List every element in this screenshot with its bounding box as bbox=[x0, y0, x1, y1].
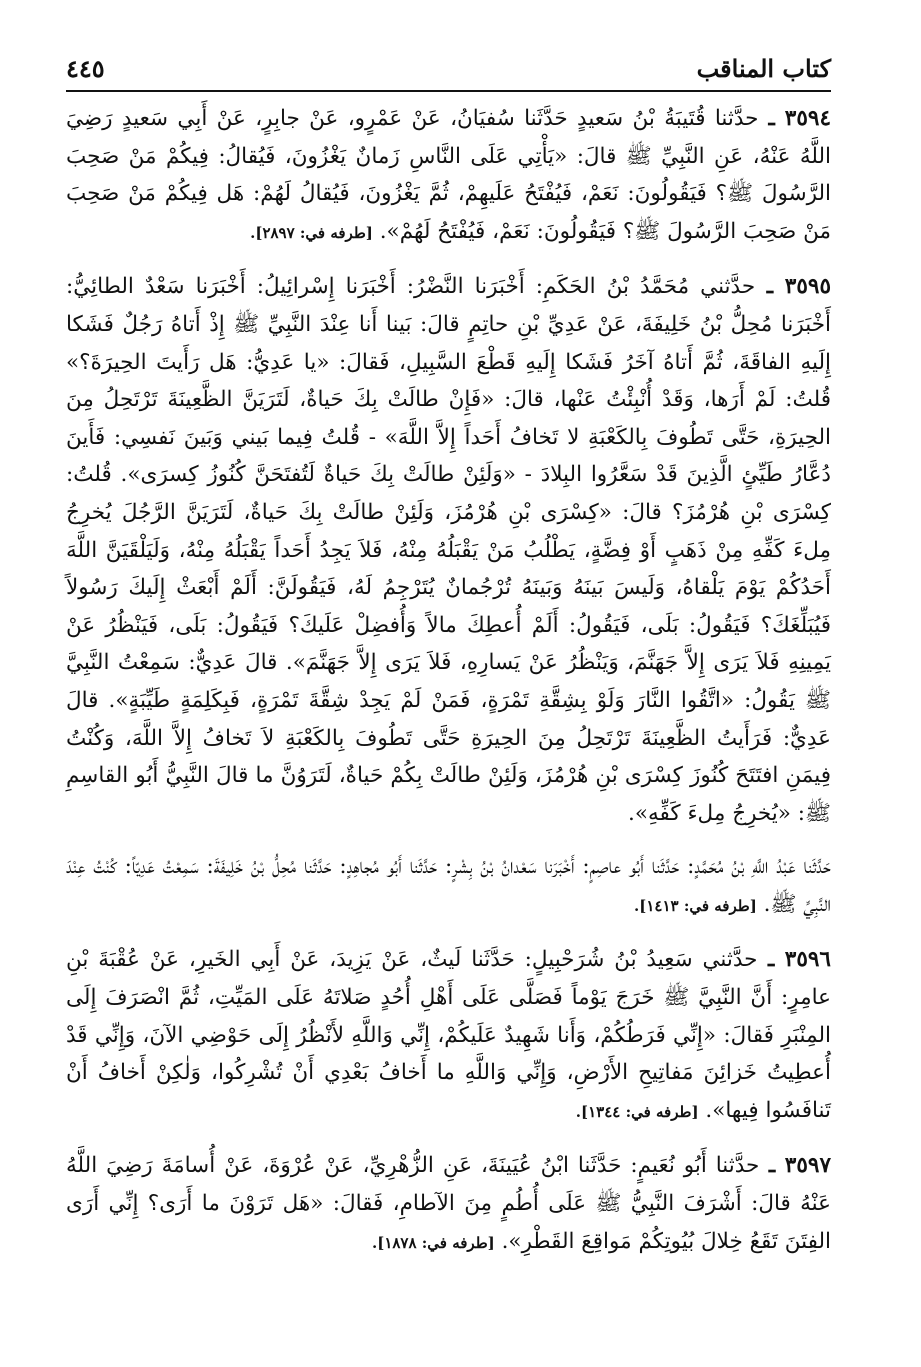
cross-reference: [طرفه في: ٢٨٩٧]. bbox=[250, 223, 373, 242]
hadith-text: حدَّثني سَعِيدُ بْنُ شُرَحْبِيلٍ: حَدَّثَنا لَيثٌ، عَنْ يَزِيدَ، عَنْ أَبِي الخَيرِ، عَنْ عُقْبَةَ بْنِ عامِرٍ: أَنَّ النَّبِيَّ ﷺ خَرَجَ يَوْماً فَصَلَّى عَلَى أَهْلِ أُحُدٍ صَلاتَهُ عَلَى المَيِّتِ، ثُمَّ انْصَرَفَ إِلَى المِنْبَرِ فَقالَ: «إِنِّي فَرَطُكُمْ، وَأَنا شَهِيدٌ عَلَيكُمْ، إِنِّي وَاللَّهِ لأَنْظُرُ إِلَى حَوْضِي الآنَ، وَإِنِّي قَدْ أُعطِيتُ خَزائِنَ مَفاتِيحِ الأَرْضِ، وَإِنِّي وَاللَّهِ ما أَخافُ بَعْدِي أَنْ تُشْرِكُوا، وَلٰكِنْ أَخافُ أَنْ تَنافَسُوا فِيها». bbox=[66, 947, 831, 1123]
hadith-3597: ٣٥٩٧ ـ حدَّثنا أَبُو نُعَيمٍ: حَدَّثَنا ابْنُ عُيَينَةَ، عَنِ الزُّهْرِيِّ، عَنْ عُرْوَةَ، عَنْ أُسامَةَ رَضِيَ اللَّهُ عَنْهُ قالَ: أَشْرَفَ النَّبِيُّ ﷺ عَلَى أُطُمٍ مِنَ الآطامِ، فَقالَ: «هَل تَرَوْنَ ما أَرَى؟ إِنِّي أَرَى الفِتَنَ تَقَعُ خِلالَ بُيُوتِكُمْ مَواقِعَ القَطْرِ». [طرفه في: ١٨٧٨]. bbox=[66, 1153, 831, 1254]
hadith-text: حدَّثنا قُتَيبَةُ بْنُ سَعيدٍ حَدَّثَنا سُفيَانُ، عَنْ عَمْرٍو، عَنْ جابِرٍ، عَنْ أَبِي سَعيدٍ رَضِيَ اللَّهُ عَنْهُ، عَنِ النَّبِيِّ ﷺ قالَ: «يَأْتِي عَلَى النَّاسِ زَمانٌ يَغْزُونَ، فَيُقالُ: فِيكُمْ مَنْ صَحِبَ الرَّسُولَ ﷺ؟ فَيَقُولُونَ: نَعَمْ، فَيُفْتَحُ عَلَيهِمْ، ثُمَّ يَغْزُونَ، فَيُقالُ لَهُمْ: هَل فِيكُمْ مَنْ صَحِبَ مَنْ صَحِبَ الرَّسُولَ ﷺ؟ فَيَقُولُونَ: نَعَمْ، فَيُفْتَحُ لَهُمْ». bbox=[66, 106, 831, 244]
hadith-number: ٣٥٩٤ bbox=[784, 106, 831, 131]
page-body bbox=[66, 100, 831, 1278]
cross-reference: [طرفه في: ١٣٤٤]. bbox=[575, 1102, 699, 1121]
cross-reference: [طرفه في: ١٨٧٨]. bbox=[371, 1233, 495, 1252]
running-title: كتاب المناقب bbox=[696, 54, 831, 83]
page-number: ٤٤٥ bbox=[66, 54, 105, 83]
hadith-number: ٣٥٩٧ bbox=[784, 1153, 831, 1179]
hadith-text: حَدَّثَنا عَبْدُ اللَّهِ بْنُ مُحَمَّدٍ: حَدَّثَنا أَبُو عاصِمٍ: أَخْبَرَنا سَعْدانُ بْنُ بِشْرٍ: حَدَّثَنا أَبُو مُجاهِدٍ: حَدَّثَنا مُحِلُّ بْنُ خَلِيفَةَ: سَمِعْتُ عَدِيّاً: كُنْتُ عِنْدَ النَّبِيِّ ﷺ. bbox=[66, 854, 831, 917]
hadith-text: حدَّثنا أَبُو نُعَيمٍ: حَدَّثَنا ابْنُ عُيَينَةَ، عَنِ الزُّهْرِيِّ، عَنْ عُرْوَةَ، عَنْ أُسامَةَ رَضِيَ اللَّهُ عَنْهُ قالَ: أَشْرَفَ النَّبِيُّ ﷺ عَلَى أُطُمٍ مِنَ الآطامِ، فَقالَ: «هَل تَرَوْنَ ما أَرَى؟ إِنِّي أَرَى الفِتَنَ تَقَعُ خِلالَ بُيُوتِكُمْ مَواقِعَ القَطْرِ». bbox=[66, 1153, 831, 1254]
hadith-3595-second-chain bbox=[66, 848, 831, 925]
hadith-number: ٣٥٩٦ bbox=[784, 947, 831, 973]
hadith-number: ٣٥٩٥ bbox=[784, 274, 831, 300]
hadith-3594: ٣٥٩٤ ـ حدَّثنا قُتَيبَةُ بْنُ سَعيدٍ حَدَّثَنا سُفيَانُ، عَنْ عَمْرٍو، عَنْ جابِرٍ، عَنْ أَبِي سَعيدٍ رَضِيَ اللَّهُ عَنْهُ، عَنِ النَّبِيِّ ﷺ قالَ: «يَأْتِي عَلَى النَّاسِ زَمانٌ يَغْزُونَ، فَيُقالُ: فِيكُمْ مَنْ صَحِبَ الرَّسُولَ ﷺ؟ فَيَقُولُونَ: نَعَمْ، فَيُفْتَحُ عَلَيهِمْ، ثُمَّ يَغْزُونَ، فَيُقالُ لَهُمْ: هَل فِيكُمْ مَنْ صَحِبَ مَنْ صَحِبَ الرَّسُولَ ﷺ؟ فَيَقُولُونَ: نَعَمْ، فَيُفْتَحُ لَهُمْ». [طرفه في: ٢٨٩٧]. bbox=[66, 106, 831, 244]
hadith-3595: ٣٥٩٥ ـ حدَّثني مُحَمَّدُ بْنُ الحَكَمِ: أَخْبَرَنا النَّضْرُ: أَخْبَرَنا إِسْرائِيلُ: أَخْبَرَنا سَعْدٌ الطائِيُّ: أَخْبَرَنا مُحِلُّ بْنُ خَلِيفَةَ، عَنْ عَدِيِّ بْنِ حاتِمٍ قالَ: بَينا أَنا عِنْدَ النَّبِيِّ ﷺ إِذْ أَتاهُ رَجُلٌ فَشَكا إِلَيهِ الفاقَةَ، ثُمَّ أَتاهُ آخَرُ فَشَكا إِلَيهِ قَطْعَ السَّبِيلِ، فَقالَ: «يا عَدِيُّ: هَل رَأَيتَ الحِيرَةَ؟» قُلتُ: لَمْ أَرَها، وَقَدْ أُنْبِئْتُ عَنْها، قالَ: «فَإِنْ طالَتْ بِكَ حَياةٌ، لَتَرَيَنَّ الظَّعِينَةَ تَرْتَحِلُ مِنَ الحِيرَةِ، حَتَّى تَطُوفَ بِالكَعْبَةِ لا تَخافُ أَحَداً إِلاَّ اللَّهَ» - قُلتُ فِيما بَيني وَبَينَ نَفسِي: فَأَينَ دُعَّارُ طَيِّئٍ الَّذِينَ قَدْ سَعَّرُوا البِلادَ - «وَلَئِنْ طالَتْ بِكَ حَياةٌ لَتُفتَحَنَّ كُنُوزُ كِسرَى». قُلتُ: كِسْرَى بْنِ هُرْمُزَ؟ قالَ: «كِسْرَى بْنِ هُرْمُزَ، وَلَئِنْ طالَتْ بِكَ حَياةٌ، لَتَرَيَنَّ الرَّجُلَ يُخرِجُ مِلءَ كَفِّهِ مِنْ ذَهَبٍ أَوْ فِضَّةٍ، يَطْلُبُ مَنْ يَقْبَلُهُ مِنْهُ، فَلاَ يَجِدُ أَحَداً يَقْبَلُهُ مِنْهُ، وَلَيَلْقَيَنَّ اللَّهَ أَحَدُكُمْ يَوْمَ يَلْقاهُ، وَلَيسَ بَينَهُ وَبَينَهُ تُرْجُمانٌ يُتَرْجِمُ لَهُ، فَيَقُولَنَّ: أَلَمْ أَبْعَثْ إِلَيكَ رَسُولاً فَيُبَلِّغَكَ؟ فَيَقُولُ: بَلَى، فَيَقُولُ: أَلَمْ أُعطِكَ مالاً وَأُفضِلْ عَلَيكَ؟ فَيَقُولُ: بَلَى، فَيَنْظُرُ عَنْ يَمِينِهِ فَلاَ يَرَى إِلاَّ جَهَنَّمَ، وَيَنْظُرُ عَنْ يَسارِهِ، فَلاَ يَرَى إِلاَّ جَهَنَّمَ». قالَ عَدِيٌّ: سَمِعْتُ النَّبِيَّ ﷺ يَقُولُ: «اتَّقُوا النَّارَ وَلَوْ بِشِقَّةِ تَمْرَةٍ، فَمَنْ لَمْ يَجِدْ شِقَّةَ تَمْرَةٍ، فَبِكَلِمَةٍ طَيِّبَةٍ». قالَ عَدِيٌّ: فَرَأَيتُ الظَّعِينَةَ تَرْتَحِلُ مِنَ الحِيرَةِ حَتَّى تَطُوفَ بِالكَعْبَةِ لاَ تَخافُ إِلاَّ اللَّهَ، وَكُنْتُ فِيمَنِ افتَتَحَ كُنُوزَ كِسْرَى بْنِ هُرْمُزَ، وَلَئِنْ طالَتْ بِكُمْ حَياةٌ، لَتَرَوُنَّ ما قالَ النَّبِيُّ أَبُو القاسِمِ ﷺ: «يُخرِجُ مِلءَ كَفِّهِ». bbox=[66, 274, 831, 826]
hadith-3596: ٣٥٩٦ ـ حدَّثني سَعِيدُ بْنُ شُرَحْبِيلٍ: حَدَّثَنا لَيثٌ، عَنْ يَزِيدَ، عَنْ أَبِي الخَيرِ، عَنْ عُقْبَةَ بْنِ عامِرٍ: أَنَّ النَّبِيَّ ﷺ خَرَجَ يَوْماً فَصَلَّى عَلَى أَهْلِ أُحُدٍ صَلاتَهُ عَلَى المَيِّتِ، ثُمَّ انْصَرَفَ إِلَى المِنْبَرِ فَقالَ: «إِنِّي فَرَطُكُمْ، وَأَنا شَهِيدٌ عَلَيكُمْ، إِنِّي وَاللَّهِ لأَنْظُرُ إِلَى حَوْضِي الآنَ، وَإِنِّي قَدْ أُعطِيتُ خَزائِنَ مَفاتِيحِ الأَرْضِ، وَإِنِّي وَاللَّهِ ما أَخافُ بَعْدِي أَنْ تُشْرِكُوا، وَلٰكِنْ أَخافُ أَنْ تَنافَسُوا فِيها». [طرفه في: ١٣٤٤]. bbox=[66, 947, 831, 1123]
cross-reference: [طرفه في: ١٤١٣]. bbox=[634, 896, 757, 915]
hadith-text: حدَّثني مُحَمَّدُ بْنُ الحَكَمِ: أَخْبَرَنا النَّضْرُ: أَخْبَرَنا إِسْرائِيلُ: أَخْبَرَنا سَعْدٌ الطائِيُّ: أَخْبَرَنا مُحِلُّ بْنُ خَلِيفَةَ، عَنْ عَدِيِّ بْنِ حاتِمٍ قالَ: بَينا أَنا عِنْدَ النَّبِيِّ ﷺ إِذْ أَتاهُ رَجُلٌ فَشَكا إِلَيهِ الفاقَةَ، ثُمَّ أَتاهُ آخَرُ فَشَكا إِلَيهِ قَطْعَ السَّبِيلِ، فَقالَ: «يا عَدِيُّ: هَل رَأَيتَ الحِيرَةَ؟» قُلتُ: لَمْ أَرَها، وَقَدْ أُنْبِئْتُ عَنْها، قالَ: «فَإِنْ طالَتْ بِكَ حَياةٌ، لَتَرَيَنَّ الظَّعِينَةَ تَرْتَحِلُ مِنَ الحِيرَةِ، حَتَّى تَطُوفَ بِالكَعْبَةِ لا تَخافُ أَحَداً إِلاَّ اللَّهَ» - قُلتُ فِيما بَيني وَبَينَ نَفسِي: فَأَينَ دُعَّارُ طَيِّئٍ الَّذِينَ قَدْ سَعَّرُوا البِلادَ - «وَلَئِنْ طالَتْ بِكَ حَياةٌ لَتُفتَحَنَّ كُنُوزُ كِسرَى». قُلتُ: كِسْرَى بْنِ هُرْمُزَ؟ قالَ: «كِسْرَى بْنِ هُرْمُزَ، وَلَئِنْ طالَتْ بِكَ حَياةٌ، لَتَرَيَنَّ الرَّجُلَ يُخرِجُ مِلءَ كَفِّهِ مِنْ ذَهَبٍ أَوْ فِضَّةٍ، يَطْلُبُ مَنْ يَقْبَلُهُ مِنْهُ، فَلاَ يَجِدُ أَحَداً يَقْبَلُهُ مِنْهُ، وَلَيَلْقَيَنَّ اللَّهَ أَحَدُكُمْ يَوْمَ يَلْقاهُ، وَلَيسَ بَينَهُ وَبَينَهُ تُرْجُمانٌ يُتَرْجِمُ لَهُ، فَيَقُولَنَّ: أَلَمْ أَبْعَثْ إِلَيكَ رَسُولاً فَيُبَلِّغَكَ؟ فَيَقُولُ: بَلَى، فَيَقُولُ: أَلَمْ أُعطِكَ مالاً وَأُفضِلْ عَلَيكَ؟ فَيَقُولُ: بَلَى، فَيَنْظُرُ عَنْ يَمِينِهِ فَلاَ يَرَى إِلاَّ جَهَنَّمَ، وَيَنْظُرُ عَنْ يَسارِهِ، فَلاَ يَرَى إِلاَّ جَهَنَّمَ». قالَ عَدِيٌّ: سَمِعْتُ النَّبِيَّ ﷺ يَقُولُ: «اتَّقُوا النَّارَ وَلَوْ بِشِقَّةِ تَمْرَةٍ، فَمَنْ لَمْ يَجِدْ شِقَّةَ تَمْرَةٍ، فَبِكَلِمَةٍ طَيِّبَةٍ». قالَ عَدِيٌّ: فَرَأَيتُ الظَّعِينَةَ تَرْتَحِلُ مِنَ الحِيرَةِ حَتَّى تَطُوفَ بِالكَعْبَةِ لاَ تَخافُ إِلاَّ اللَّهَ، وَكُنْتُ فِيمَنِ افتَتَحَ كُنُوزَ كِسْرَى بْنِ هُرْمُزَ، وَلَئِنْ طالَتْ بِكُمْ حَياةٌ، لَتَرَوُنَّ ما قالَ النَّبِيُّ أَبُو القاسِمِ ﷺ: «يُخرِجُ مِلءَ كَفِّهِ». bbox=[66, 274, 831, 826]
page-header bbox=[66, 50, 831, 92]
